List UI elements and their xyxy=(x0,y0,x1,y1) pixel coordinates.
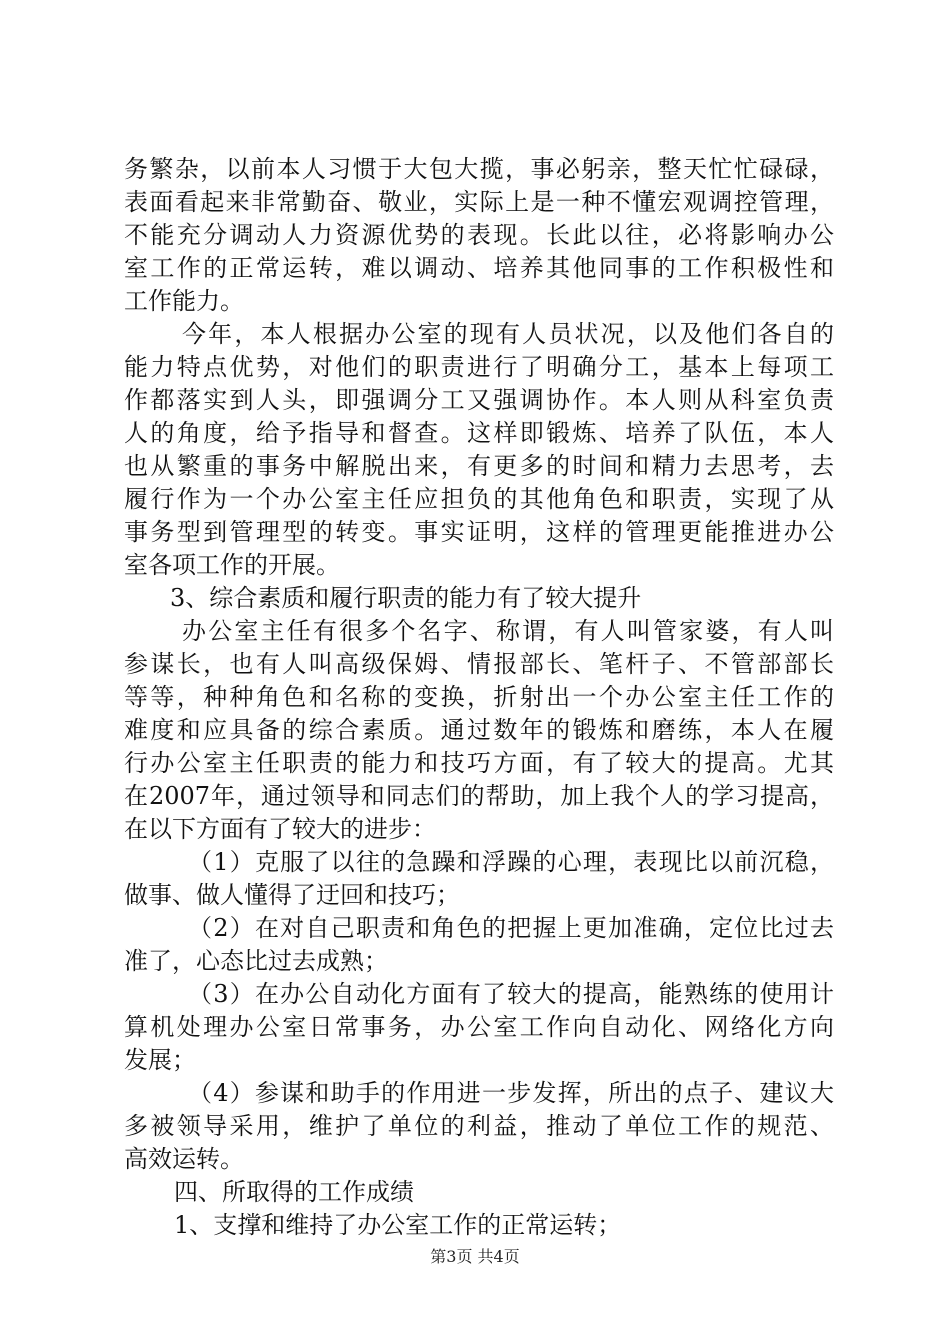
subheading: 3、综合素质和履行职责的能力有了较大提升 xyxy=(170,584,642,612)
text-line: 工作能力。 xyxy=(124,287,244,315)
text-line: 不能充分调动人力资源优势的表现。长此以往，必将影响办公 xyxy=(124,221,834,249)
text-line: 算机处理办公室日常事务，办公室工作向自动化、网络化方向 xyxy=(124,1013,834,1041)
text-line: 参谋长，也有人叫高级保姆、情报部长、笔杆子、不管部部长 xyxy=(124,650,834,678)
paragraph-first-line: 今年，本人根据办公室的现有人员状况，以及他们各自的 xyxy=(182,320,834,348)
text-line: 等等，种种角色和名称的变换，折射出一个办公室主任工作的 xyxy=(124,683,834,711)
text-line: 表面看起来非常勤奋、敬业，实际上是一种不懂宏观调控管理， xyxy=(124,188,834,216)
section-heading: 四、所取得的工作成绩 xyxy=(174,1178,414,1206)
text-line: 高效运转。 xyxy=(124,1145,244,1173)
text-line: 人的角度，给予指导和督查。这样即锻炼、培养了队伍，本人 xyxy=(124,419,834,447)
subheading: 1、支撑和维持了办公室工作的正常运转； xyxy=(174,1211,622,1239)
page-number-footer: 第3页 共4页 xyxy=(430,1247,520,1266)
text-line: 在2007年，通过领导和同志们的帮助，加上我个人的学习提高， xyxy=(124,782,834,810)
text-line: 履行作为一个办公室主任应担负的其他角色和职责，实现了从 xyxy=(124,485,834,513)
text-line: 事务型到管理型的转变。事实证明，这样的管理更能推进办公 xyxy=(124,518,834,546)
text-line: 发展； xyxy=(124,1046,196,1074)
document-body xyxy=(124,153,834,1242)
list-item: （4）参谋和助手的作用进一步发挥，所出的点子、建议大 xyxy=(188,1079,834,1107)
text-line: 难度和应具备的综合素质。通过数年的锻炼和磨练，本人在履 xyxy=(124,716,834,744)
list-item: （1）克服了以往的急躁和浮躁的心理，表现比以前沉稳， xyxy=(188,848,834,876)
text-line: 能力特点优势，对他们的职责进行了明确分工，基本上每项工 xyxy=(124,353,834,381)
list-item: （2）在对自己职责和角色的把握上更加准确，定位比过去 xyxy=(188,914,834,942)
text-line: 做事、做人懂得了迂回和技巧； xyxy=(124,881,460,909)
text-line: 也从繁重的事务中解脱出来，有更多的时间和精力去思考，去 xyxy=(124,452,834,480)
text-line: 准了，心态比过去成熟； xyxy=(124,947,388,975)
list-item: （3）在办公自动化方面有了较大的提高，能熟练的使用计 xyxy=(188,980,834,1008)
text-line: 在以下方面有了较大的进步： xyxy=(124,815,436,843)
text-line: 室各项工作的开展。 xyxy=(124,551,340,579)
text-line: 务繁杂，以前本人习惯于大包大揽，事必躬亲，整天忙忙碌碌， xyxy=(124,155,834,183)
paragraph-first-line: 办公室主任有很多个名字、称谓，有人叫管家婆，有人叫 xyxy=(182,617,834,645)
text-line: 行办公室主任职责的能力和技巧方面，有了较大的提高。尤其 xyxy=(124,749,834,777)
text-line: 多被领导采用，维护了单位的利益，推动了单位工作的规范、 xyxy=(124,1112,834,1140)
text-line: 室工作的正常运转，难以调动、培养其他同事的工作积极性和 xyxy=(124,254,834,282)
text-line: 作都落实到人头，即强调分工又强调协作。本人则从科室负责 xyxy=(124,386,834,414)
